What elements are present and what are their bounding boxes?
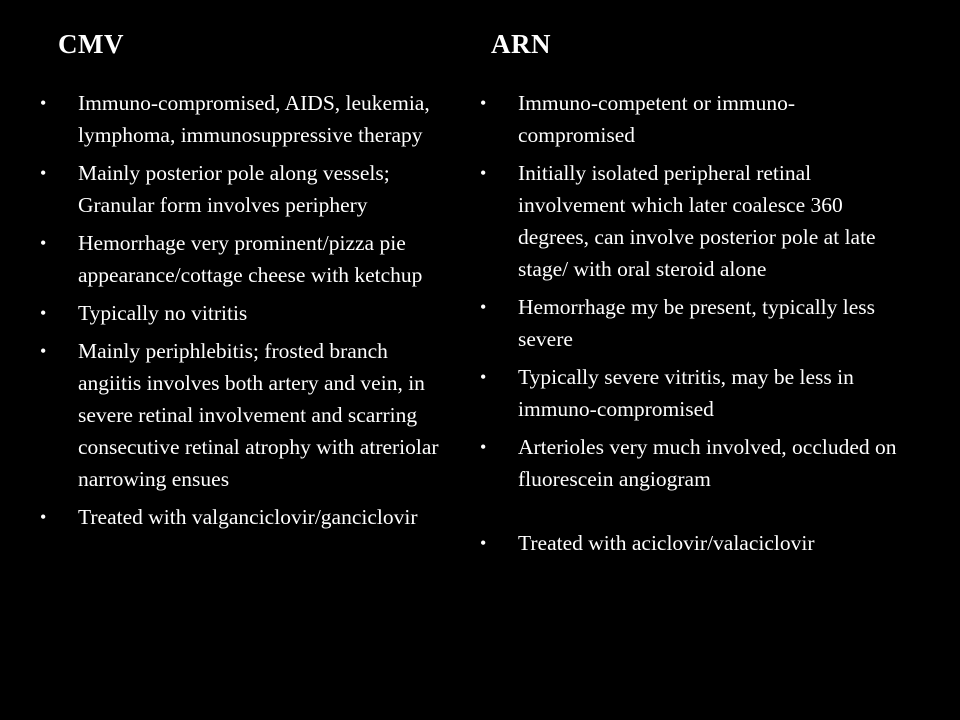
cmv-bullet-text: Hemorrhage very prominent/pizza pie appearance/cottage cheese with ketchup [78, 231, 423, 287]
cmv-heading: CMV [58, 29, 124, 59]
cmv-bullet-list [40, 87, 450, 539]
arn-bullet-text: Immuno-competent or immuno-compromised [518, 91, 796, 147]
bullet-icon: • [480, 163, 487, 183]
bullet-icon: • [480, 533, 487, 553]
arn-heading: ARN [491, 29, 551, 59]
arn-bullet-text: Treated with aciclovir/valaciclovir [518, 531, 815, 555]
bullet-icon: • [480, 297, 487, 317]
bullet-icon: • [480, 437, 487, 457]
arn-bullet-item [480, 527, 900, 559]
arn-bullet-text: Typically severe vitritis, may be less in immuno-compromised [518, 365, 854, 421]
bullet-icon: • [480, 93, 487, 113]
arn-bullet-item [480, 361, 900, 425]
bullet-icon: • [40, 163, 47, 183]
arn-bullet-list [480, 87, 900, 565]
cmv-bullet-text: Typically no vitritis [78, 301, 248, 325]
cmv-bullet-text: Immuno-compromised, AIDS, leukemia, lymphoma, immunosuppressive therapy [78, 91, 430, 147]
arn-bullet-item [480, 431, 900, 495]
cmv-bullet-item [40, 227, 450, 291]
bullet-icon: • [40, 507, 47, 527]
cmv-bullet-item [40, 157, 450, 221]
cmv-bullet-item [40, 297, 450, 329]
arn-bullet-text: Arterioles very much involved, occluded on fluorescein angiogram [518, 435, 897, 491]
bullet-icon: • [40, 233, 47, 253]
arn-bullet-item [480, 87, 900, 151]
cmv-bullet-item [40, 87, 450, 151]
arn-bullet-item [480, 291, 900, 355]
cmv-bullet-item [40, 501, 450, 533]
cmv-bullet-item [40, 335, 450, 495]
arn-bullet-text: Initially isolated peripheral retinal involvement which later coalesce 360 degrees, can involve posterior pole at late stage/ with oral steroid alone [518, 161, 876, 281]
bullet-icon: • [40, 341, 47, 361]
arn-bullet-item [480, 157, 900, 285]
cmv-bullet-text: Mainly periphlebitis; frosted branch angiitis involves both artery and vein, in severe retinal involvement and scarring consecutive retinal atrophy with atreriolar narrowing ensues [78, 339, 439, 491]
bullet-icon: • [40, 303, 47, 323]
cmv-bullet-text: Mainly posterior pole along vessels; Granular form involves periphery [78, 161, 390, 217]
cmv-bullet-text: Treated with valganciclovir/ganciclovir [78, 505, 418, 529]
bullet-icon: • [40, 93, 47, 113]
arn-bullet-text: Hemorrhage my be present, typically less severe [518, 295, 876, 351]
bullet-icon: • [480, 367, 487, 387]
